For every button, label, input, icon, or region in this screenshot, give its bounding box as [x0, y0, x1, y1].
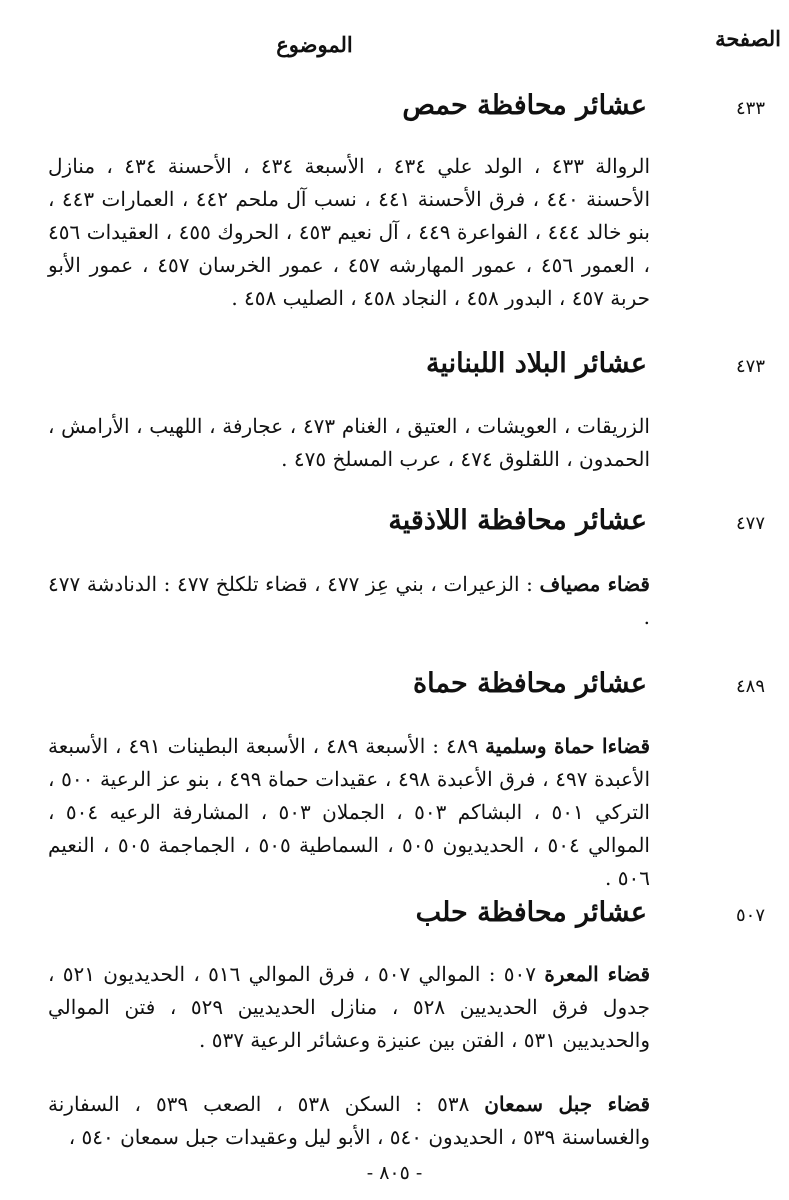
entry-text: الروالة ٤٣٣ ، الولد علي ٤٣٤ ، الأسبعة ٤٣٤ ، الأحسنة ٤٣٤ ، منازل الأحسنة ٤٤٠ ، فرق الأحسنة ٤٤١ ، نسب آل ملحم ٤٤٢ ، العمارات ٤٤٣ ، بنو خالد ٤٤٤ ، الفواعرة ٤٤٩ ، آل نعيم ٤٥٣ ، الحروك ٤٥٥ ، العقيدات ٤٥٦ ، العمور ٤٥٦ ، عمور المهارشه ٤٥٧ ، عمور الخرسان ٤٥٧ ، عمور الأبو حربة ٤٥٧ ، البدور ٤٥٨ ، النجاد ٤٥٨ ، الصليب ٤٥٨ . — [48, 154, 651, 310]
section-heading — [0, 348, 789, 388]
section-title: عشائر محافظة اللاذقية — [388, 505, 647, 536]
entry-lead: قضاء المعرة — [544, 962, 651, 986]
section-page-number: ٤٧٣ — [735, 356, 765, 377]
section-page-number: ٤٣٣ — [735, 98, 765, 119]
section-entries — [48, 410, 650, 476]
section-title: عشائر البلاد اللبنانية — [426, 348, 647, 379]
section-entries — [48, 730, 650, 895]
section-heading — [0, 505, 789, 545]
section-entries — [48, 958, 650, 1057]
entry-text: الزريقات ، العويشات ، العتيق ، الغنام ٤٧٣ ، عجارفة ، اللهيب ، الأرامش ، الحمدون ، اللقلوق ٤٧٤ ، عرب المسلخ ٤٧٥ . — [48, 414, 650, 471]
section-page-number: ٥٠٧ — [735, 905, 765, 926]
entry-lead: قضاءا حماة وسلمية — [485, 734, 651, 758]
entry-text: ٥٣٨ : السكن ٥٣٨ ، الصعب ٥٣٩ ، السفارنة والغساسنة ٥٣٩ ، الحديدون ٥٤٠ ، الأبو ليل وعقيدات جبل سمعان ٥٤٠ ، — [48, 1092, 650, 1149]
section-heading — [0, 668, 789, 708]
section-heading — [0, 90, 789, 130]
section-title: عشائر محافظة حماة — [413, 668, 647, 699]
entry-text: ٥٠٧ : الموالي ٥٠٧ ، فرق الموالي ٥١٦ ، الحديديون ٥٢١ ، جدول فرق الحديديين ٥٢٨ ، منازل الحديديين ٥٢٩ ، فتن الموالي والحديديين ٥٣١ ، الفتن بين عنيزة وعشائر الرعية ٥٣٧ . — [48, 962, 650, 1052]
page-footer-number: - ٨٠٥ - — [366, 1162, 423, 1184]
entry-text: ٤٨٩ : الأسبعة ٤٨٩ ، الأسبعة البطينات ٤٩١ ، الأسبعة الأعبدة ٤٩٧ ، فرق الأعبدة ٤٩٨ ، عقيدات حماة ٤٩٩ ، بنو عز الرعية ٥٠٠ ، التركي ٥٠١ ، البشاكم ٥٠٣ ، الجملان ٥٠٣ ، المشارفة الرعيه ٥٠٤ ، الموالي ٥٠٤ ، الحديديون ٥٠٥ ، السماطية ٥٠٥ ، الجماجمة ٥٠٥ ، النعيم ٥٠٦ . — [48, 734, 650, 890]
section-entries — [48, 568, 650, 634]
section-heading — [0, 897, 789, 937]
section-page-number: ٤٨٩ — [735, 676, 765, 697]
section-page-number: ٤٧٧ — [735, 513, 765, 534]
entry-lead: قضاء مصياف — [539, 572, 650, 596]
topic-column-header: الموضوع — [276, 32, 353, 57]
section-entries — [48, 1088, 650, 1154]
section-entries — [48, 150, 650, 315]
section-title: عشائر محافظة حلب — [415, 897, 647, 928]
entry-text: : الزعيرات ، بني عِز ٤٧٧ ، قضاء تلكلخ ٤٧٧ : الدنادشة ٤٧٧ . — [48, 572, 650, 629]
page-column-header: الصفحة — [715, 26, 781, 51]
section-title: عشائر محافظة حمص — [402, 90, 647, 121]
entry-lead: قضاء جبل سمعان — [484, 1092, 651, 1116]
